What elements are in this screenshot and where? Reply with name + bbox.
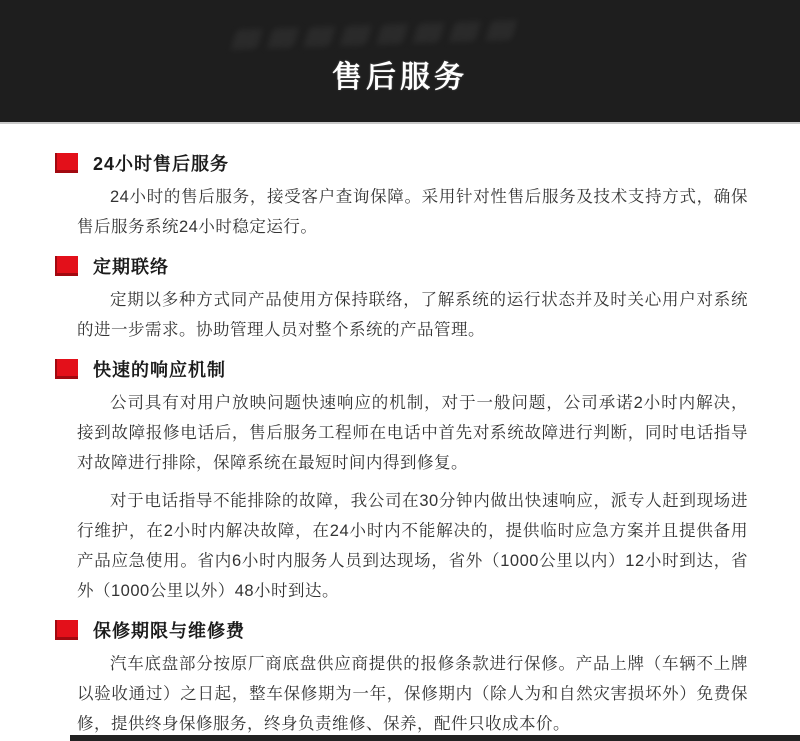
section-heading: 保修期限与维修费 (93, 621, 245, 641)
section-paragraph: 24小时的售后服务，接受客户查询保障。采用针对性售后服务及技术支持方式，确保售后服务系统24小时稳定运行。 (77, 188, 748, 236)
section-24h-after-sales (55, 150, 748, 242)
section-paragraph: 公司具有对用户放映问题快速响应的机制，对于一般问题，公司承诺2小时内解决，接到故障报修电话后，售后服务工程师在电话中首先对系统故障进行判断，同时电话指导对故障进行排除，保障系统在最短时间内得到修复。 (77, 394, 748, 472)
section-heading-row (55, 150, 748, 176)
bottom-divider-bar (70, 735, 800, 741)
section-heading: 快速的响应机制 (93, 360, 226, 380)
section-heading-row (55, 617, 748, 643)
section-warranty (55, 617, 748, 739)
section-heading-row (55, 253, 748, 279)
page-title: 售后服务 (332, 61, 468, 94)
section-regular-contact (55, 253, 748, 345)
section-heading: 24小时售后服务 (93, 154, 230, 174)
content-area (0, 124, 800, 739)
red-square-bullet (55, 153, 78, 173)
red-square-bullet (55, 359, 78, 379)
section-heading: 定期联络 (93, 257, 169, 277)
red-square-bullet (55, 256, 78, 276)
red-square-bullet (55, 620, 78, 640)
section-paragraph: 对于电话指导不能排除的故障，我公司在30分钟内做出快速响应，派专人赶到现场进行维护，在2小时内解决故障，在24小时内不能解决的，提供临时应急方案并且提供备用产品应急使用。省内6小时内服务人员到达现场，省外（1000公里以内）12小时到达，省外（1000公里以外）48小时到达。 (77, 492, 748, 600)
page-header-banner (0, 0, 800, 124)
section-paragraph: 定期以多种方式同产品使用方保持联络，了解系统的运行状态并及时关心用户对系统的进一步需求。协助管理人员对整个系统的产品管理。 (77, 291, 748, 339)
section-paragraph: 汽车底盘部分按原厂商底盘供应商提供的报修条款进行保修。产品上牌（车辆不上牌以验收通过）之日起，整车保修期为一年，保修期内（除人为和自然灾害损坏外）免费保修，提供终身保修服务，终身负责维修、保养，配件只收成本价。 (77, 655, 748, 733)
section-heading-row (55, 356, 748, 382)
section-fast-response (55, 356, 748, 606)
